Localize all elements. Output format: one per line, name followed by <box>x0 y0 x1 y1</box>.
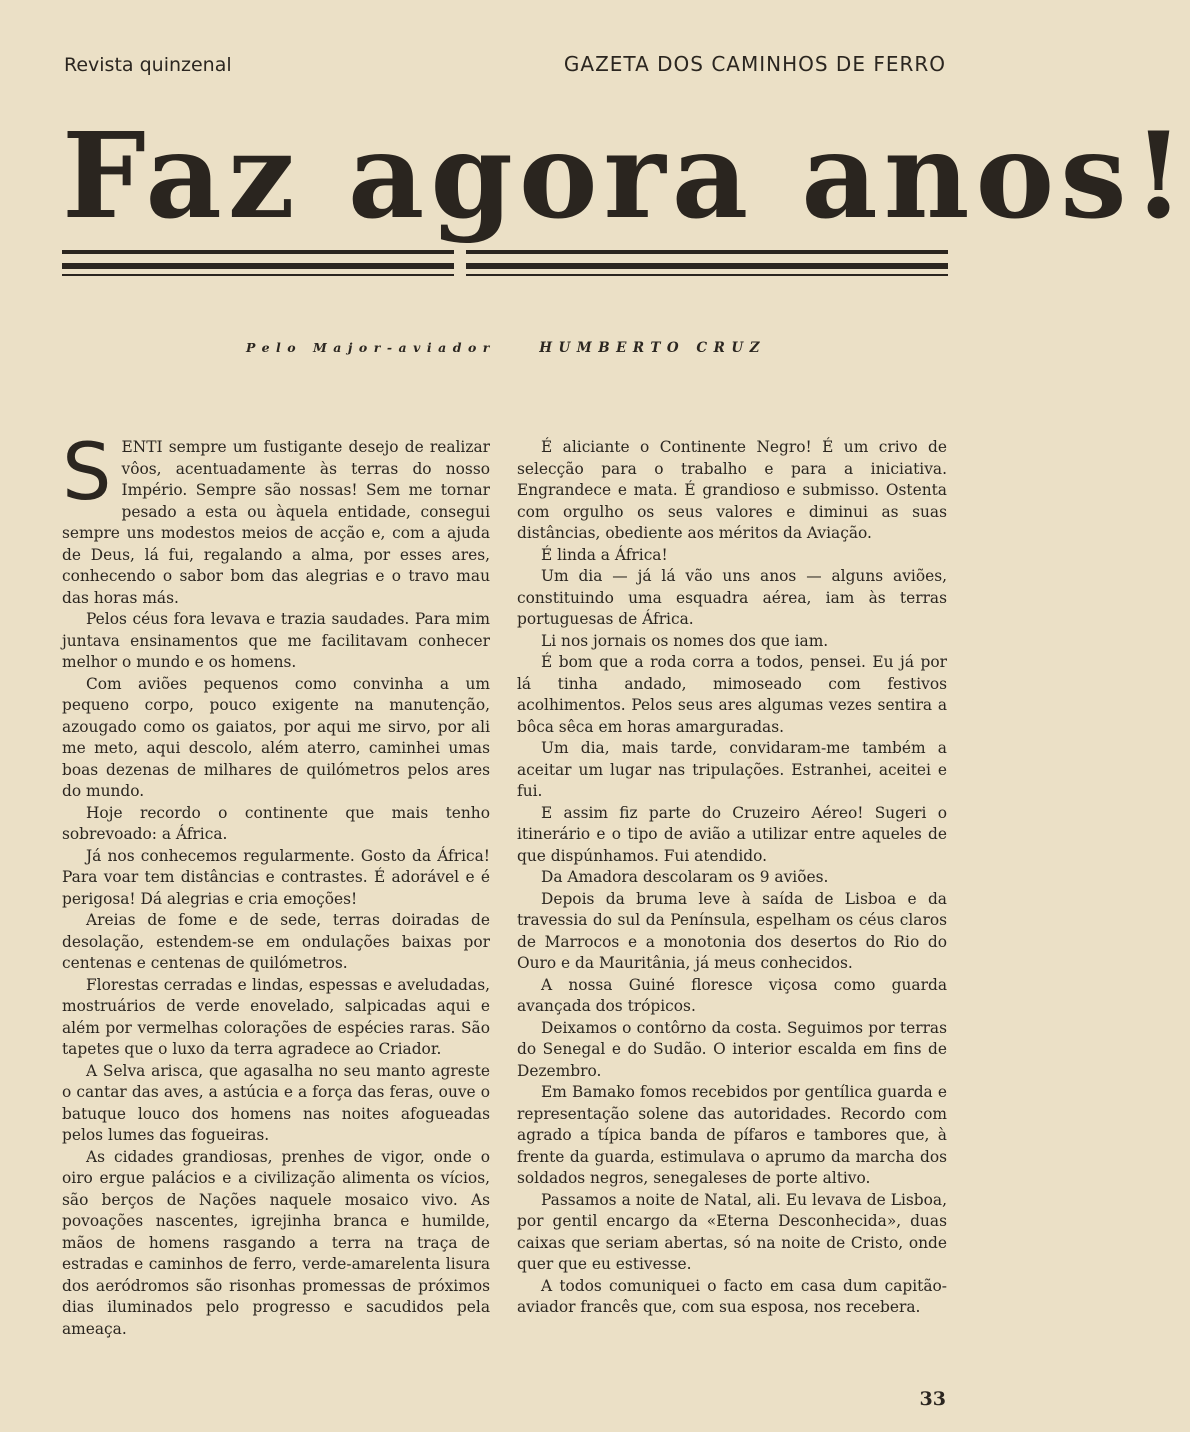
article-column-left <box>62 428 490 1340</box>
paragraph: As cidades grandiosas, prenhes de vigor, onde o oiro ergue palácios e a civilização alimenta os vícios, são berços de Nações naquele mosaico vivo. As povoações nascentes, igrejinha branca e humilde, mãos de homens rasgando a terra na traça de estradas e caminhos de ferro, verde-amarelenta lisura dos aeródromos são risonhas promessas de próximos dias iluminados pelo progresso e sacudidos pela ameaça. <box>62 1147 490 1338</box>
byline-author: HUMBERTO CRUZ <box>539 340 766 356</box>
paragraph: Pelos céus fora levava e trazia saudades. Para mim juntava ensinamentos que me facilitavam conhecer melhor o mundo e os homens. <box>62 610 490 671</box>
paragraph: Um dia, mais tarde, convidaram-me também a aceitar um lugar nas tripulações. Estranhei, aceitei e fui. <box>517 739 947 800</box>
byline-prefix: Pelo Major-aviador <box>246 340 496 355</box>
paragraph: Li nos jornais os nomes dos que iam. <box>541 631 829 650</box>
byline <box>246 340 766 356</box>
paragraph: Florestas cerradas e lindas, espessas e aveludadas, mostruários de verde enovelado, salpicadas aqui e além por vermelhas colorações de espécies raras. São tapetes que o luxo da terra agradece ao Criador. <box>62 975 490 1058</box>
paragraph: A Selva arisca, que agasalha no seu manto agreste o cantar das aves, a astúcia e a força das feras, ouve o batuque louco dos homens nas noites afogueadas pelos lumes das fogueiras. <box>62 1061 490 1144</box>
opening-caps: ENTI <box>121 438 163 456</box>
paragraph: Passamos a noite de Natal, ali. Eu levava de Lisboa, por gentil encargo da «Eterna Desconhecida», duas caixas que seriam abertas, só na noite de Cristo, onde quer que eu estivesse. <box>517 1190 947 1273</box>
paragraph: Com aviões pequenos como convinha a um pequeno corpo, pouco exigente na manutenção, azougado como os gaiatos, por aqui me sirvo, por ali me meto, aqui descolo, além aterro, caminhei umas boas dezenas de milhares de quilómetros pelos ares do mundo. <box>62 674 490 800</box>
paragraph: Depois da bruma leve à saída de Lisboa e da travessia do sul da Península, espelham os céus claros de Marrocos e a monotonia dos desertos do Rio do Ouro e da Mauritânia, já meus conhecidos. <box>517 889 947 972</box>
drop-cap: S <box>62 428 112 518</box>
paragraph: Em Bamako fomos recebidos por gentílica guarda e representação solene das autoridades. Recordo com agrado a típica banda de pífaros e tambores que, à frente da guarda, estimulava o aprumo da marcha dos soldados negros, senegaleses de porte altivo. <box>517 1083 947 1187</box>
paragraph: A nossa Guiné floresce viçosa como guarda avançada dos trópicos. <box>517 975 947 1015</box>
paragraph: Hoje recordo o continente que mais tenho sobrevoado: a África. <box>62 803 490 843</box>
paragraph: Deixamos o contôrno da costa. Seguimos por terras do Senegal e do Sudão. O interior escalda em fins de Dezembro. <box>517 1018 947 1080</box>
article-column-right <box>517 437 947 1319</box>
title-rule-right <box>466 250 948 280</box>
title-rule-left <box>62 250 454 280</box>
paragraph: Um dia — já lá vão uns anos — alguns aviões, constituindo uma esquadra aérea, iam às terras portuguesas de África. <box>517 567 947 628</box>
paragraph: Areias de fome e de sede, terras doiradas de desolação, estendem-se em ondulações baixas por centenas e centenas de quilómetros. <box>62 911 490 972</box>
opening-text: sempre um fustigante desejo de realizar vôos, acentuadamente às terras do nosso Império. Sempre são nossas! Sem me tornar pesado a esta ou àquela entidade, consegui sempre uns modestos meios de acção e, com a ajuda de Deus, lá fui, regalando a alma, por esses ares, conhecendo o sabor bom das alegrias e o travo mau das horas más. <box>62 438 490 607</box>
paragraph: Da Amadora descolaram os 9 aviões. <box>541 868 829 886</box>
header-periodicity: Revista quinzenal <box>64 54 232 76</box>
paragraph: É bom que a roda corra a todos, pensei. Eu já por lá tinha andado, mimoseado com festivos acolhimentos. Pelos seus ares algumas vezes sentira a bôca sêca em horas amarguradas. <box>517 653 947 736</box>
header-magazine-name: GAZETA DOS CAMINHOS DE FERRO <box>563 52 946 76</box>
paragraph: É linda a África! <box>541 545 668 564</box>
paragraph: E assim fiz parte do Cruzeiro Aéreo! Sugeri o itinerário e o tipo de avião a utilizar entre aqueles de que dispúnhamos. Fui atendido. <box>517 803 947 865</box>
paragraph: É aliciante o Continente Negro! É um crivo de selecção para o trabalho e para a iniciativa. Engrandece e mata. É grandioso e submisso. Ostenta com orgulho os seus valores e diminui as suas distâncias, obediente aos méritos da Aviação. <box>517 438 947 542</box>
article-opening-paragraph <box>62 428 490 609</box>
paragraph: A todos comuniquei o facto em casa dum capitão-aviador francês que, com sua esposa, nos recebera. <box>517 1276 947 1316</box>
article-title: Faz agora anos! <box>62 106 1190 245</box>
paragraph: Já nos conhecemos regularmente. Gosto da África! Para voar tem distâncias e contrastes. É adorável e é perigosa! Dá alegrias e cria emoções! <box>62 846 490 908</box>
page-number: 33 <box>919 1388 946 1410</box>
